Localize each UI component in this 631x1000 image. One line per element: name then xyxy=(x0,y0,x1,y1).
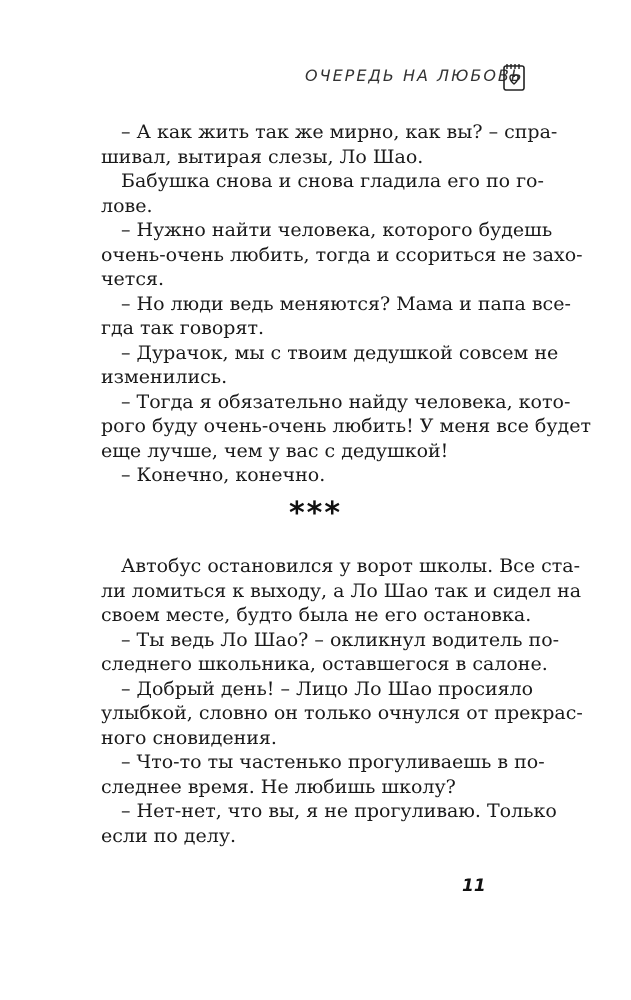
text-line: чется. xyxy=(101,268,164,290)
text-line: – Нужно найти человека, которого будешь xyxy=(121,219,553,241)
text-line: ного сновидения. xyxy=(101,726,277,749)
page-number: 11 xyxy=(462,876,486,896)
notebook-heart-icon xyxy=(499,62,529,94)
text-line: улыбкой, словно он только очнулся от прекрас- xyxy=(101,702,583,724)
running-header-title: ОЧЕРЕДЬ НА ЛЮБОВЬ xyxy=(305,66,524,85)
text-line: Автобус остановился у ворот школы. Все ста- xyxy=(121,555,580,577)
text-line: – А как жить так же мирно, как вы? – спра- xyxy=(121,121,558,143)
text-line: следнее время. Не любишь школу? xyxy=(101,775,456,798)
text-line: – Нет-нет, что вы, я не прогуливаю. Только xyxy=(121,800,557,822)
section-separator: *** xyxy=(288,496,343,531)
text-line: своем месте, будто была не его остановка. xyxy=(101,604,532,626)
text-line: – Ты ведь Ло Шао? – окликнул водитель по- xyxy=(121,628,560,651)
text-line: – Дурачок, мы с твоим дедушкой совсем не xyxy=(121,341,559,364)
text-line: – Конечно, конечно. xyxy=(121,464,326,486)
text-line: шивал, вытирая слезы, Ло Шао. xyxy=(101,145,424,168)
text-line: лове. xyxy=(101,194,153,217)
text-line: очень-очень любить, тогда и ссориться не захо- xyxy=(101,243,583,266)
text-line: следнего школьника, оставшегося в салоне. xyxy=(101,653,548,675)
text-line: – Что-то ты частенько прогуливаешь в по- xyxy=(121,751,545,773)
text-line: рого буду очень-очень любить! У меня все будет xyxy=(101,415,591,437)
text-line: изменились. xyxy=(101,366,228,388)
text-line: Бабушка снова и снова гладила его по го- xyxy=(121,170,544,192)
running-header xyxy=(300,62,524,92)
text-block-1 xyxy=(101,120,591,488)
text-line: гда так говорят. xyxy=(101,317,265,339)
text-line: ли ломиться к выходу, а Ло Шао так и сидел на xyxy=(101,579,582,602)
text-line: еще лучше, чем у вас с дедушкой! xyxy=(101,439,449,462)
text-line: если по делу. xyxy=(101,824,237,847)
text-line: – Добрый день! – Лицо Ло Шао просияло xyxy=(121,677,534,700)
text-line: – Но люди ведь меняются? Мама и папа все- xyxy=(121,292,571,315)
text-line: – Тогда я обязательно найду человека, кото- xyxy=(121,390,571,413)
text-block-2 xyxy=(101,554,583,848)
